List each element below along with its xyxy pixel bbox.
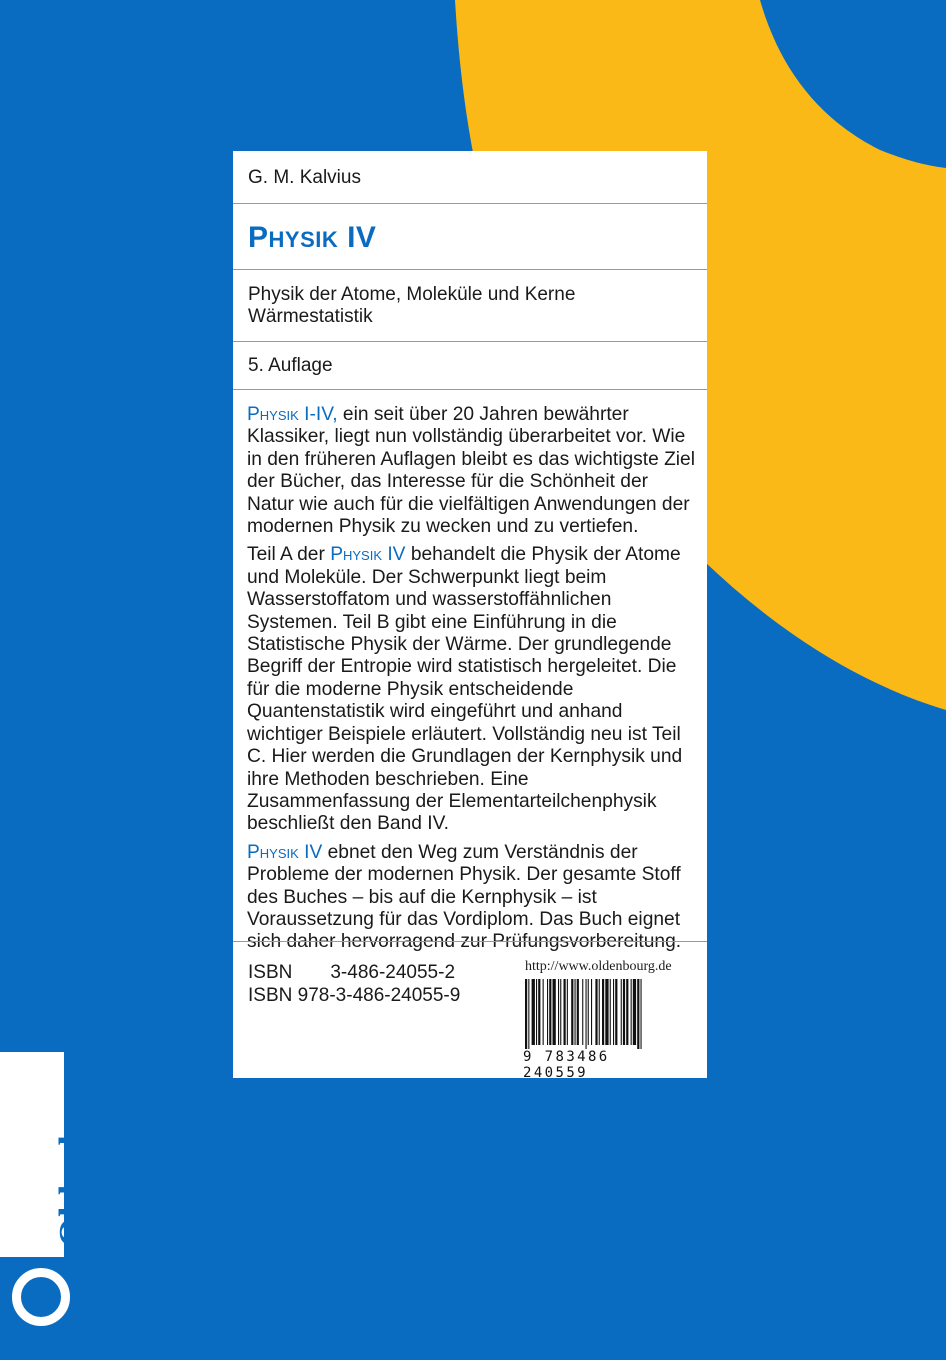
isbn-block [248, 961, 460, 1007]
back-cover-panel [233, 151, 707, 1081]
isbn-13-row [248, 984, 460, 1007]
barcode-bar [610, 979, 611, 1045]
barcode-bar [577, 979, 579, 1045]
divider-isbn [233, 941, 707, 942]
barcode-bar [558, 979, 559, 1045]
isbn-10-row [248, 961, 460, 984]
paragraph-2-text: behandelt die Physik der Atome und Moleküle. Der Schwerpunkt liegt beim Wasserstoffatom und wasserstoffähnlichen Systemen. Teil B gibt eine Einführung in die Statistische Physik der Wärme. Der grundlegende Begriff der Entropie wird statistisch hergeleitet. Die für die moderne Physik entscheidende Quantenstatistik wird eingeführt und anhand wichtiger Beispiele erläutert. Vollständig neu ist Teil C. Hier werden die Grundlagen der Kernphysik und ihre Methoden beschrieben. Eine Zusammenfassung der Elementarteilchenphysik beschließt den Band IV. [247, 544, 683, 835]
isbn-label: ISBN [248, 962, 293, 983]
description-text [247, 404, 697, 960]
barcode-bar [582, 979, 583, 1045]
barcode-bar [567, 979, 568, 1045]
barcode-bar [605, 979, 608, 1045]
barcode-bar [626, 979, 628, 1045]
divider-title [233, 203, 707, 204]
paragraph-1-text: ein seit über 20 Jahren bewährter Klassiker, liegt nun vollständig überarbeitet vor. Wie in den früheren Auflagen bleibt es das wichtigste Ziel der Bücher, das Interesse für die Schönheit der Natur wie auch für die vielfältigen Anwendungen der modernen Physik zu wecken und zu vertiefen. [247, 404, 695, 538]
subtitle-line-2: Wärmestatistik [248, 306, 373, 327]
brand-physik-iv: Physik IV [330, 544, 406, 566]
edition: 5. Auflage [248, 355, 333, 376]
paragraph-3-text: ebnet den Weg zum Verständnis der Probleme der modernen Physik. Der gesamte Stoff des Buches – bis auf die Kernphysik – ist Voraussetzung für das Vordiplom. Das Buch eignet sich daher hervorragend zur Prüfungsvorbereitung. [247, 841, 682, 953]
barcode-bar [591, 979, 592, 1045]
isbn-10: 3-486-24055-2 [330, 962, 456, 983]
divider-body [233, 389, 707, 390]
barcode-bar [525, 979, 527, 1049]
barcode-bar [538, 979, 540, 1045]
isbn-13: 978-3-486-24055-9 [297, 985, 461, 1006]
brand-physik-iv-2: Physik IV [247, 841, 323, 863]
subtitle [248, 284, 575, 328]
barcode-bar [575, 979, 576, 1045]
divider-edition [233, 341, 707, 342]
book-title [248, 221, 376, 255]
barcode-bar [564, 979, 566, 1045]
barcode-bar [633, 979, 636, 1045]
barcode-bar [536, 979, 537, 1045]
publisher-logo [0, 1045, 94, 1360]
barcode-bar [588, 979, 589, 1045]
publisher-name: Oldenbourg [52, 1045, 94, 1247]
barcode-bar [571, 979, 573, 1045]
divider-subtitle [233, 269, 707, 270]
title-prefix: P [248, 221, 269, 254]
paragraph-2 [247, 544, 697, 835]
barcode-bar [623, 979, 625, 1045]
barcode-bar [599, 979, 600, 1045]
barcode-bar [595, 979, 597, 1045]
barcode-bar [532, 979, 535, 1045]
barcode-bar [586, 979, 587, 1049]
barcode-bar [621, 979, 622, 1045]
paragraph-2-start: Teil A der [247, 544, 331, 566]
author-name: G. M. Kalvius [248, 167, 361, 188]
isbn-label-2: ISBN [248, 985, 293, 1006]
barcode-bar [641, 979, 642, 1049]
paragraph-1 [247, 404, 697, 538]
barcode-bar [528, 979, 529, 1049]
title-smallcaps: HYSIK [268, 227, 339, 252]
brand-physik-i-iv: Physik I-IV, [247, 404, 338, 425]
barcode-bar [549, 979, 551, 1045]
barcode-bar [613, 979, 614, 1045]
subtitle-line-1: Physik der Atome, Moleküle und Kerne [248, 284, 576, 305]
barcode-icon [523, 979, 683, 1049]
barcode-bar [547, 979, 548, 1045]
barcode-digits: 9 783486 240559 [523, 1049, 610, 1081]
barcode-bar [602, 979, 604, 1045]
barcode-bar [560, 979, 561, 1045]
barcode-bar [615, 979, 617, 1045]
ring-icon [12, 1268, 70, 1326]
barcode-bar [553, 979, 556, 1045]
publisher-url[interactable]: http://www.oldenbourg.de [525, 959, 672, 974]
title-numeral: IV [338, 221, 377, 254]
barcode-bar [543, 979, 544, 1045]
barcode-bar [631, 979, 632, 1045]
barcode-bar [637, 979, 639, 1049]
paragraph-3 [247, 842, 697, 954]
